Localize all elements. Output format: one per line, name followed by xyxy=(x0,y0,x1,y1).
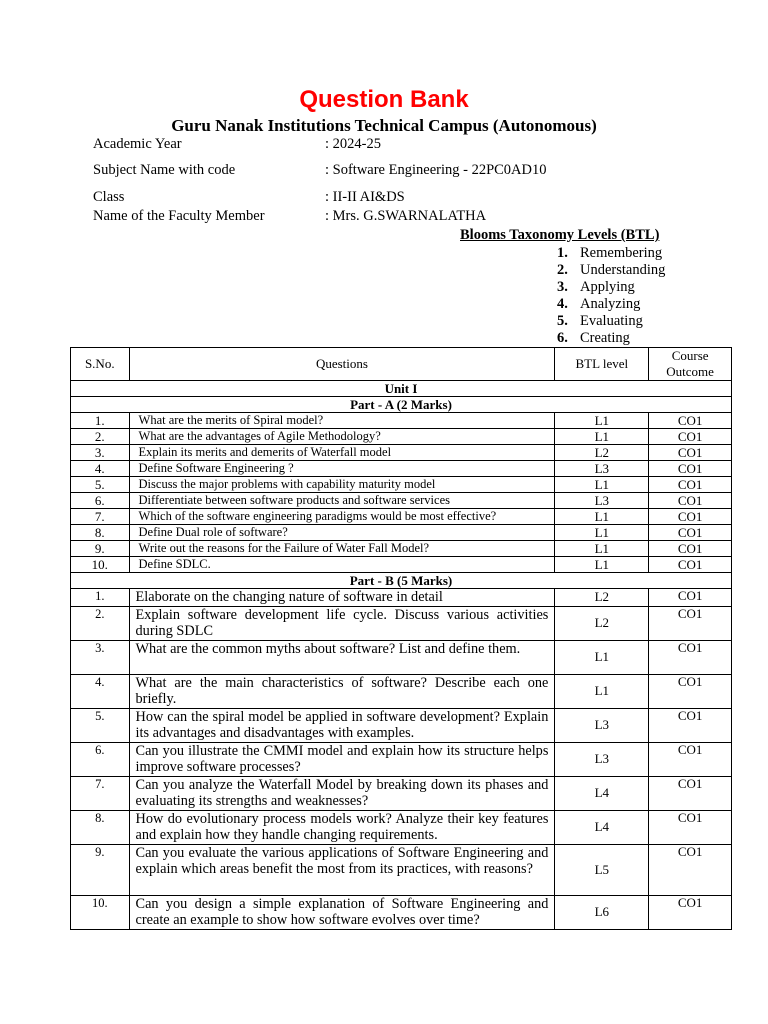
btl-level-cell: L1 xyxy=(555,557,649,573)
question-text: Which of the software engineering paradigms would be most effective? xyxy=(129,509,555,525)
btl-level-cell: L4 xyxy=(555,810,649,844)
table-row xyxy=(71,674,732,708)
btl-level-cell: L3 xyxy=(555,742,649,776)
course-outcome-cell: CO1 xyxy=(649,493,732,509)
btl-level: 3. Applying xyxy=(557,279,635,295)
question-number: 6. xyxy=(71,742,130,776)
page-title: Question Bank xyxy=(299,86,469,113)
question-number: 1. xyxy=(71,589,130,607)
question-text: What are the common myths about software? List and define them. xyxy=(129,640,555,674)
course-outcome-cell: CO1 xyxy=(649,640,732,674)
question-text: Define Software Engineering ? xyxy=(129,461,555,477)
course-outcome-cell: CO1 xyxy=(649,541,732,557)
header-btl: BTL level xyxy=(555,348,649,381)
question-text: What are the main characteristics of software? Describe each one briefly. xyxy=(129,674,555,708)
btl-level: 5. Evaluating xyxy=(557,313,643,329)
question-number: 4. xyxy=(71,461,130,477)
question-number: 9. xyxy=(71,844,130,895)
question-number: 9. xyxy=(71,541,130,557)
subject-label: Subject Name with code xyxy=(93,162,236,178)
question-number: 4. xyxy=(71,674,130,708)
academic-year-label: Academic Year xyxy=(93,136,182,152)
question-text: What are the merits of Spiral model? xyxy=(129,413,555,429)
course-outcome-cell: CO1 xyxy=(649,606,732,640)
question-number: 7. xyxy=(71,776,130,810)
question-text: How do evolutionary process models work? Analyze their key features and explain how they handle changing requirements. xyxy=(129,810,555,844)
question-text: Elaborate on the changing nature of software in detail xyxy=(129,589,555,607)
btl-level-cell: L3 xyxy=(555,461,649,477)
header-sno: S.No. xyxy=(71,348,130,381)
question-text: Define SDLC. xyxy=(129,557,555,573)
course-outcome-cell: CO1 xyxy=(649,776,732,810)
question-text: Explain its merits and demerits of Waterfall model xyxy=(129,445,555,461)
btl-level: 4. Analyzing xyxy=(557,296,641,312)
class-value: : II-II AI&DS xyxy=(325,189,405,205)
table-row xyxy=(71,509,732,525)
course-outcome-cell: CO1 xyxy=(649,429,732,445)
part-a-row xyxy=(71,397,732,413)
question-number: 2. xyxy=(71,606,130,640)
question-number: 5. xyxy=(71,477,130,493)
question-number: 7. xyxy=(71,509,130,525)
table-row xyxy=(71,477,732,493)
question-number: 5. xyxy=(71,708,130,742)
table-row xyxy=(71,776,732,810)
class-label: Class xyxy=(93,189,125,205)
question-text: Can you illustrate the CMMI model and explain how its structure helps improve software processes? xyxy=(129,742,555,776)
question-number: 8. xyxy=(71,810,130,844)
question-table xyxy=(70,347,732,930)
question-text: What are the advantages of Agile Methodology? xyxy=(129,429,555,445)
question-text: How can the spiral model be applied in software development? Explain its advantages and disadvantages with examples. xyxy=(129,708,555,742)
table-row xyxy=(71,742,732,776)
table-row xyxy=(71,413,732,429)
course-outcome-cell: CO1 xyxy=(649,477,732,493)
btl-level-cell: L1 xyxy=(555,674,649,708)
btl-level-cell: L6 xyxy=(555,895,649,929)
course-outcome-cell: CO1 xyxy=(649,525,732,541)
table-row xyxy=(71,708,732,742)
question-number: 10. xyxy=(71,895,130,929)
btl-level-cell: L1 xyxy=(555,525,649,541)
table-row xyxy=(71,429,732,445)
btl-level-cell: L1 xyxy=(555,429,649,445)
btl-level-cell: L1 xyxy=(555,541,649,557)
faculty-value: : Mrs. G.SWARNALATHA xyxy=(325,208,487,224)
course-outcome-cell: CO1 xyxy=(649,589,732,607)
question-number: 1. xyxy=(71,413,130,429)
course-outcome-cell: CO1 xyxy=(649,674,732,708)
question-text: Can you evaluate the various applications of Software Engineering and explain which areas benefit the most from its practices, with reasons? xyxy=(129,844,555,895)
btl-level: 1. Remembering xyxy=(557,245,663,261)
course-outcome-cell: CO1 xyxy=(649,708,732,742)
question-text: Write out the reasons for the Failure of Water Fall Model? xyxy=(129,541,555,557)
question-number: 3. xyxy=(71,445,130,461)
btl-level-cell: L3 xyxy=(555,493,649,509)
btl-level: 2. Understanding xyxy=(557,262,666,278)
btl-level-cell: L1 xyxy=(555,477,649,493)
part-a-title: Part - A (2 Marks) xyxy=(71,397,732,413)
btl-level-cell: L5 xyxy=(555,844,649,895)
question-text: Can you analyze the Waterfall Model by breaking down its phases and evaluating its strengths and weaknesses? xyxy=(129,776,555,810)
course-outcome-cell: CO1 xyxy=(649,742,732,776)
question-number: 8. xyxy=(71,525,130,541)
unit-row xyxy=(71,381,732,397)
table-row xyxy=(71,525,732,541)
course-outcome-cell: CO1 xyxy=(649,413,732,429)
question-text: Differentiate between software products and software services xyxy=(129,493,555,509)
btl-level-cell: L1 xyxy=(555,413,649,429)
table-row xyxy=(71,844,732,895)
table-row xyxy=(71,461,732,477)
question-text: Discuss the major problems with capability maturity model xyxy=(129,477,555,493)
course-outcome-cell: CO1 xyxy=(649,509,732,525)
course-outcome-cell: CO1 xyxy=(649,844,732,895)
part-b-row xyxy=(71,573,732,589)
academic-year-value: : 2024-25 xyxy=(325,136,381,152)
btl-level: 6. Creating xyxy=(557,330,630,346)
question-text: Define Dual role of software? xyxy=(129,525,555,541)
question-number: 3. xyxy=(71,640,130,674)
course-outcome-cell: CO1 xyxy=(649,810,732,844)
question-number: 10. xyxy=(71,557,130,573)
table-row xyxy=(71,493,732,509)
table-header-row xyxy=(71,348,732,381)
question-number: 6. xyxy=(71,493,130,509)
table-row xyxy=(71,541,732,557)
table-row xyxy=(71,606,732,640)
institution-name: Guru Nanak Institutions Technical Campus (Autonomous) xyxy=(171,116,597,135)
btl-level-cell: L2 xyxy=(555,445,649,461)
table-row xyxy=(71,640,732,674)
btl-level-cell: L4 xyxy=(555,776,649,810)
btl-level-cell: L3 xyxy=(555,708,649,742)
table-row xyxy=(71,557,732,573)
table-row xyxy=(71,589,732,607)
question-number: 2. xyxy=(71,429,130,445)
table-row xyxy=(71,810,732,844)
btl-levels-list xyxy=(557,245,665,347)
btl-level-cell: L2 xyxy=(555,589,649,607)
btl-heading: Blooms Taxonomy Levels (BTL) xyxy=(460,227,660,243)
table-row xyxy=(71,895,732,929)
header-co: Course Outcome xyxy=(649,348,732,381)
subject-value: : Software Engineering - 22PC0AD10 xyxy=(325,162,547,178)
table-row xyxy=(71,445,732,461)
question-text: Can you design a simple explanation of Software Engineering and create an example to show how software evolves over time? xyxy=(129,895,555,929)
header-questions: Questions xyxy=(129,348,555,381)
course-outcome-cell: CO1 xyxy=(649,895,732,929)
faculty-label: Name of the Faculty Member xyxy=(93,208,265,224)
btl-level-cell: L2 xyxy=(555,606,649,640)
course-outcome-cell: CO1 xyxy=(649,445,732,461)
question-text: Explain software development life cycle. Discuss various activities during SDLC xyxy=(129,606,555,640)
btl-level-cell: L1 xyxy=(555,640,649,674)
course-outcome-cell: CO1 xyxy=(649,461,732,477)
part-b-title: Part - B (5 Marks) xyxy=(71,573,732,589)
btl-level-cell: L1 xyxy=(555,509,649,525)
course-outcome-cell: CO1 xyxy=(649,557,732,573)
unit-title: Unit I xyxy=(71,381,732,397)
